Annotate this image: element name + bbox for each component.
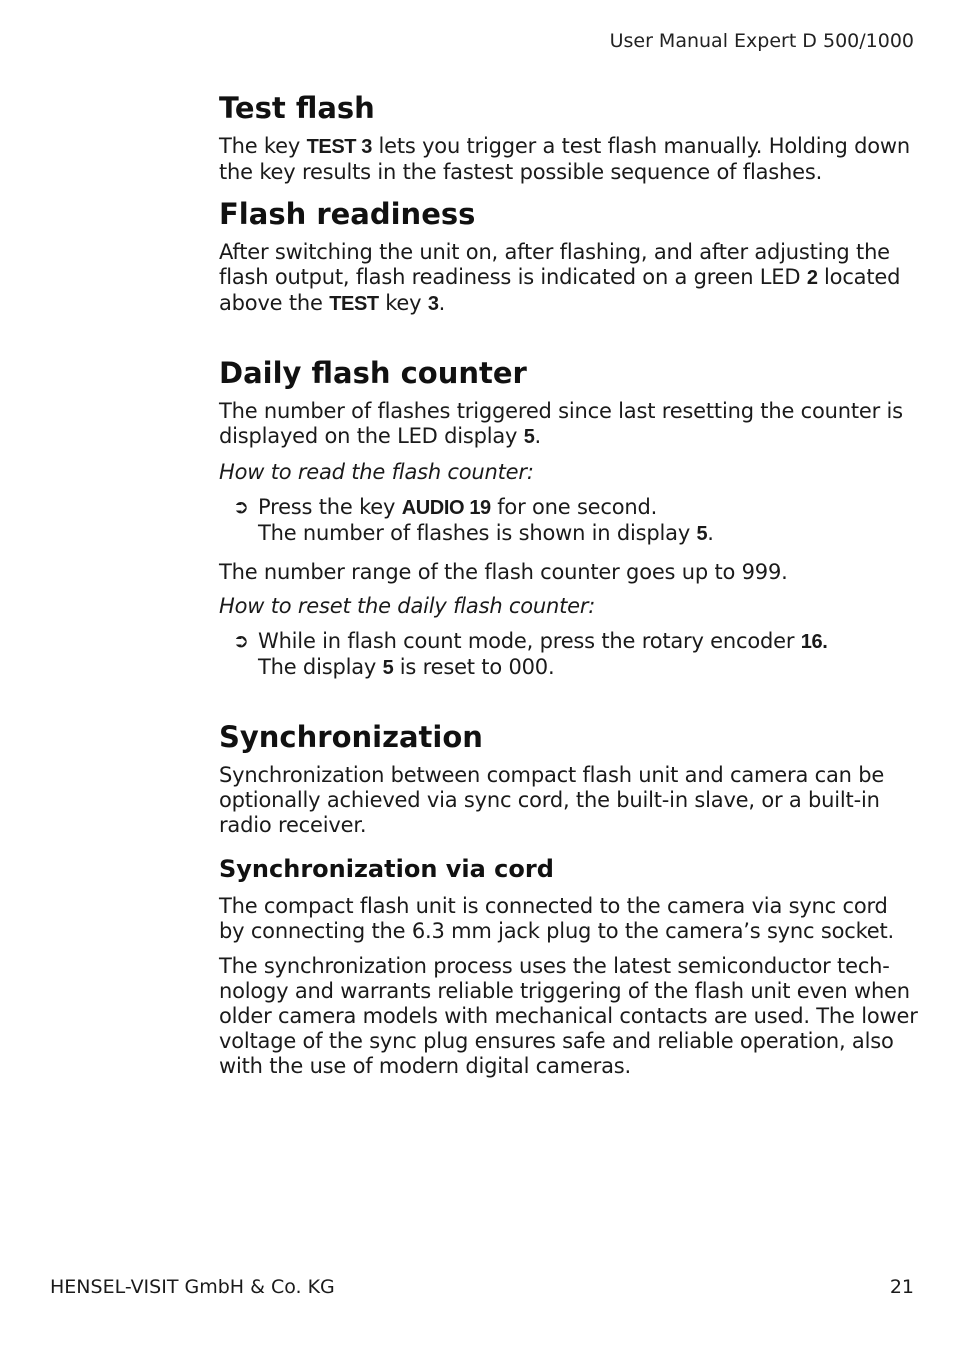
test-flash-paragraph: The key TEST 3 lets you trigger a test flash manually. Holding down the key results in the fastest possible sequence of flashes. xyxy=(219,134,910,184)
subsection-title-sync-via-cord: Synchronization via cord xyxy=(219,855,554,883)
running-header: User Manual Expert D 500/1000 xyxy=(609,30,914,52)
counter-range-paragraph: The number range of the flash counter goes up to 999. xyxy=(219,560,788,584)
read-counter-caption: How to read the flash counter: xyxy=(219,460,534,484)
key-ref: TEST 3 xyxy=(306,136,372,158)
section-title-synchronization: Synchronization xyxy=(219,720,483,754)
sync-cord-paragraph: The compact flash unit is connected to the camera via sync cord by connecting the 6.3 mm jack plug to the camera’s sync socket. xyxy=(219,894,895,943)
section-title-test-flash: Test flash xyxy=(219,91,375,125)
read-counter-step: ➲ Press the key AUDIO 19 for one second. The number of flashes is shown in display 5. xyxy=(233,495,714,545)
page-number: 21 xyxy=(889,1276,914,1298)
section-title-flash-readiness: Flash readiness xyxy=(219,197,476,231)
arrow-right-icon: ➲ xyxy=(233,630,249,652)
daily-counter-paragraph: The number of flashes triggered since last resetting the counter is displayed on the LED display 5. xyxy=(219,399,903,448)
section-title-daily-flash-counter: Daily flash counter xyxy=(219,356,527,390)
synchronization-paragraph: Synchronization between compact flash unit and camera can be optionally achieved via sync cord, the built-in slave, or a built-in radio receiver. xyxy=(219,763,885,837)
flash-readiness-paragraph: After switching the unit on, after flashing, and after adjusting the flash output, flash readiness is indicated on a green LED 2 located above the TEST key 3. xyxy=(219,240,901,315)
reset-counter-caption: How to reset the daily flash counter: xyxy=(219,594,596,618)
arrow-right-icon: ➲ xyxy=(233,496,249,518)
reset-counter-step: ➲ While in flash count mode, press the rotary encoder 16. The display 5 is reset to 000. xyxy=(233,629,828,679)
page-content xyxy=(219,88,919,1079)
sync-process-paragraph: The synchronization process uses the latest semiconductor tech-nology and warrants reliable triggering of the flash unit even when older camera models with mechanical contacts are used. The lower voltage of the sync plug ensures safe and reliable operation, also with the use of modern digital cameras. xyxy=(219,954,918,1078)
footer-company: HENSEL-VISIT GmbH & Co. KG xyxy=(50,1276,335,1298)
